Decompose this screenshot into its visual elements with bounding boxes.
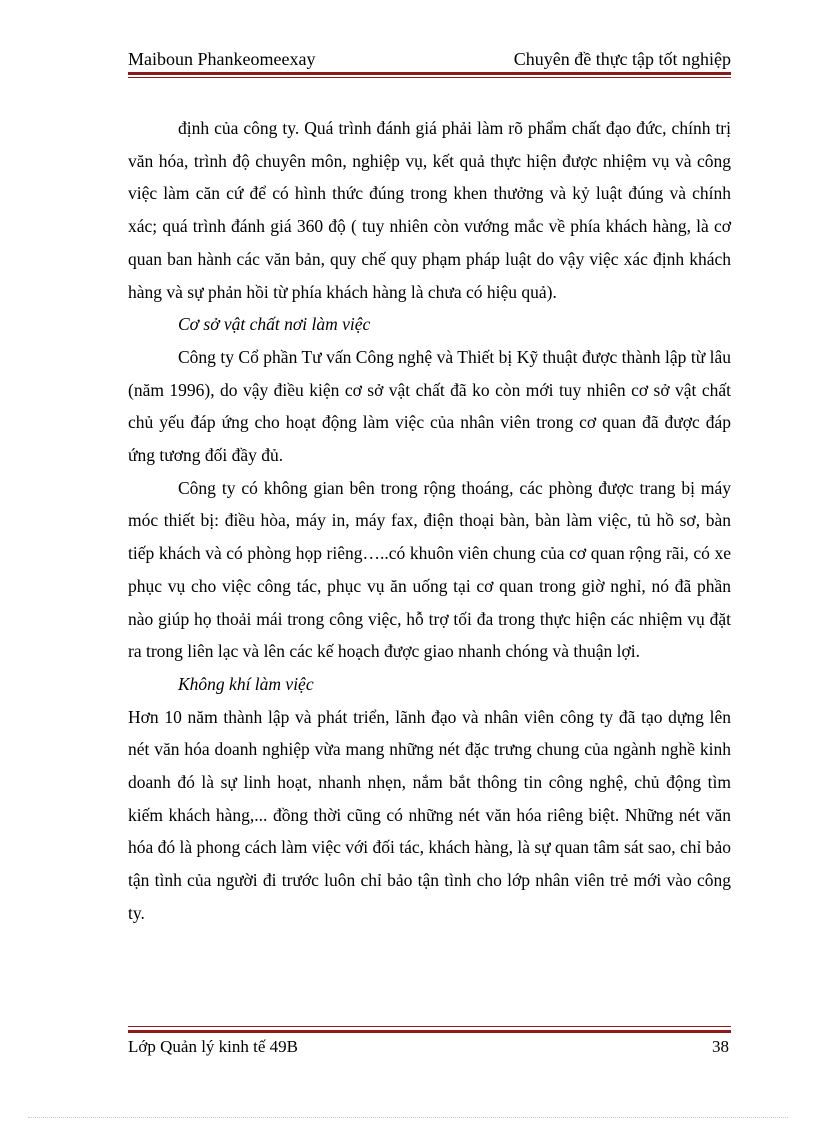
page-edge-divider	[28, 1117, 788, 1118]
document-body	[128, 112, 731, 930]
paragraph-atmosphere: Hơn 10 năm thành lập và phát triển, lãnh đạo và nhân viên công ty đã tạo dựng lên nét văn hóa doanh nghiệp vừa mang những nét đặc trưng chung của ngành nghề kinh doanh đó là sự linh hoạt, nhanh nhẹn, nắm bắt thông tin công nghệ, chủ động tìm kiếm khách hàng,... đồng thời cũng có những nét văn hóa riêng biệt. Những nét văn hóa đó là phong cách làm việc với đối tác, khách hàng, là sự quan tâm sát sao, chỉ bảo tận tình của người đi trước luôn chỉ bảo tận tình cho lớp nhân viên trẻ mới vào công ty.	[128, 706, 731, 923]
header-rule-thick	[128, 72, 731, 75]
header-rule-thin	[128, 77, 731, 78]
page-footer	[128, 1036, 731, 1060]
paragraph-facilities-age: Công ty Cổ phần Tư vấn Công nghệ và Thiết bị Kỹ thuật được thành lập từ lâu (năm 1996), do vậy điều kiện cơ sở vật chất đã ko còn mới tuy nhiên cơ sở vật chất chủ yếu đáp ứng cho hoạt động làm việc của nhân viên trong cơ quan đã được đáp ứng tương đối đầy đủ.	[128, 346, 731, 466]
page-header	[128, 48, 731, 72]
footer-class-name: Lớp Quản lý kinh tế 49B	[128, 1037, 298, 1056]
footer-rule-thin	[128, 1026, 731, 1027]
header-author: Maiboun Phankeomeexay	[128, 49, 316, 69]
footer-rule-thick	[128, 1030, 731, 1033]
paragraph-facilities-space: Công ty có không gian bên trong rộng thoáng, các phòng được trang bị máy móc thiết bị: điều hòa, máy in, máy fax, điện thoại bàn, bàn làm việc, tủ hồ sơ, bàn tiếp khách và có phòng họp riêng…..có khuôn viên chung của cơ quan rộng rãi, có xe phục vụ cho việc công tác, phục vụ ăn uống tại cơ quan trong giờ nghỉ, nó đã phần nào giúp họ thoải mái trong công việc, hỗ trợ tối đa trong thực hiện các nhiệm vụ đặt ra trong liên lạc và lên các kế hoạch được giao nhanh chóng và thuận lợi.	[128, 477, 731, 662]
heading-facilities: Cơ sở vật chất nơi làm việc	[178, 314, 371, 335]
paragraph-evaluation: định của công ty. Quá trình đánh giá phải làm rõ phẩm chất đạo đức, chính trị văn hóa, trình độ chuyên môn, nghiệp vụ, kết quả thực hiện được nhiệm vụ và công việc làm căn cứ để có hình thức đúng trong khen thưởng và kỷ luật đúng và chính xác; quá trình đánh giá 360 độ ( tuy nhiên còn vướng mắc về phía khách hàng, là cơ quan ban hành các văn bản, quy chế quy phạm pháp luật do vậy việc xác định khách hàng và sự phản hồi từ phía khách hàng là chưa có hiệu quả).	[128, 118, 731, 302]
header-title: Chuyên đề thực tập tốt nghiệp	[513, 49, 731, 69]
heading-atmosphere: Không khí làm việc	[178, 673, 314, 694]
page-number: 38	[712, 1037, 729, 1056]
